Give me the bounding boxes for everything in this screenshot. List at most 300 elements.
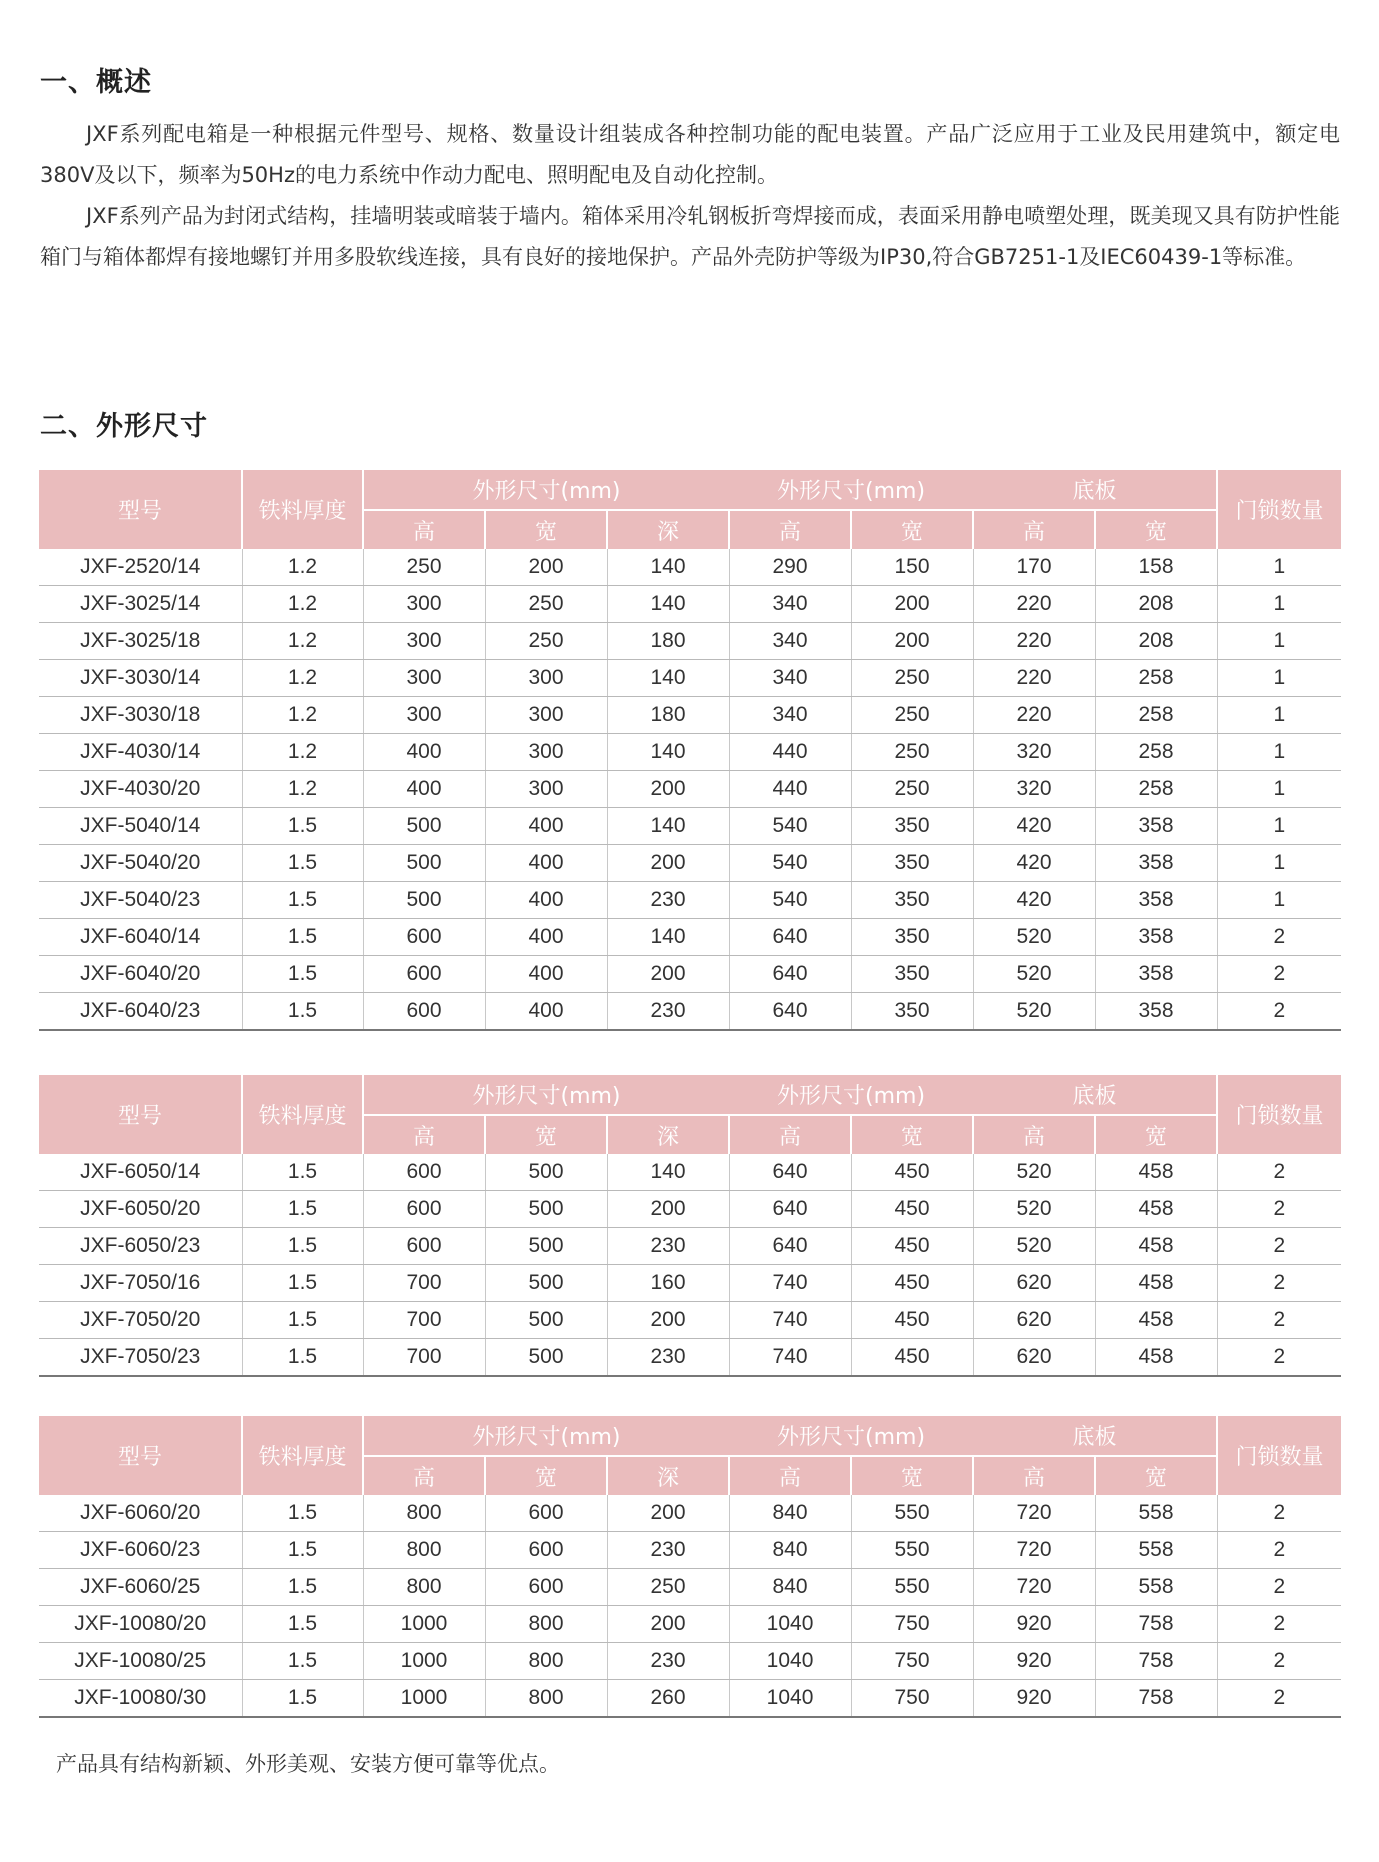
cell-outer-width: 300 [485,660,607,697]
table-row [39,1265,1341,1302]
cell-mount-height: 840 [729,1532,851,1569]
cell-outer-height: 300 [363,623,485,660]
table-row [39,549,1341,586]
cell-base-height: 320 [973,771,1095,808]
cell-lock-count: 2 [1217,1569,1341,1606]
cell-outer-width: 400 [485,956,607,993]
cell-mount-width: 350 [851,956,973,993]
cell-model: JXF-10080/30 [39,1680,242,1718]
cell-outer-width: 800 [485,1643,607,1680]
cell-outer-width: 400 [485,993,607,1031]
header-outer-depth: 深 [607,1456,729,1495]
cell-thickness: 1.2 [242,697,363,734]
cell-base-width: 358 [1095,919,1217,956]
cell-outer-depth: 140 [607,919,729,956]
cell-outer-width: 400 [485,808,607,845]
cell-model: JXF-6060/23 [39,1532,242,1569]
cell-mount-width: 150 [851,549,973,586]
overview-paragraph-1: JXF系列配电箱是一种根据元件型号、规格、数量设计组装成各种控制功能的配电装置。产品广泛应用于工业及民用建筑中，额定电380V及以下，频率为50Hz的电力系统中作动力配电、照明配电及自动化控制。 [40,122,1340,187]
cell-base-height: 320 [973,734,1095,771]
cell-mount-height: 540 [729,808,851,845]
cell-mount-width: 450 [851,1191,973,1228]
cell-outer-depth: 200 [607,956,729,993]
cell-outer-height: 1000 [363,1643,485,1680]
cell-lock-count: 1 [1217,623,1341,660]
cell-outer-height: 400 [363,734,485,771]
cell-mount-width: 450 [851,1302,973,1339]
cell-model: JXF-7050/16 [39,1265,242,1302]
cell-outer-width: 600 [485,1495,607,1532]
cell-mount-width: 250 [851,734,973,771]
cell-thickness: 1.5 [242,1495,363,1532]
cell-base-height: 920 [973,1643,1095,1680]
cell-mount-width: 750 [851,1643,973,1680]
cell-lock-count: 2 [1217,1339,1341,1377]
table-row [39,1606,1341,1643]
header-lock-count: 门锁数量 [1217,1416,1341,1495]
section-heading-overview: 一、概述 [40,67,152,98]
cell-model: JXF-6050/23 [39,1228,242,1265]
cell-model: JXF-4030/14 [39,734,242,771]
cell-thickness: 1.5 [242,1606,363,1643]
cell-outer-width: 600 [485,1532,607,1569]
dimension-table-2 [39,1075,1341,1377]
cell-model: JXF-3030/18 [39,697,242,734]
header-thickness: 铁料厚度 [242,470,363,549]
cell-mount-height: 340 [729,697,851,734]
cell-mount-height: 540 [729,845,851,882]
cell-lock-count: 1 [1217,586,1341,623]
table-row [39,1643,1341,1680]
footer-note: 产品具有结构新颖、外形美观、安装方便可靠等优点。 [56,1752,560,1776]
cell-base-width: 358 [1095,956,1217,993]
cell-outer-height: 300 [363,660,485,697]
cell-model: JXF-6050/20 [39,1191,242,1228]
cell-model: JXF-6060/25 [39,1569,242,1606]
cell-outer-depth: 200 [607,845,729,882]
cell-mount-width: 550 [851,1532,973,1569]
cell-base-width: 458 [1095,1302,1217,1339]
cell-outer-height: 800 [363,1532,485,1569]
cell-base-width: 358 [1095,808,1217,845]
cell-thickness: 1.5 [242,919,363,956]
cell-mount-height: 1040 [729,1606,851,1643]
header-base-width: 宽 [1095,510,1217,549]
cell-base-height: 420 [973,808,1095,845]
cell-base-height: 720 [973,1495,1095,1532]
header-thickness: 铁料厚度 [242,1075,363,1154]
cell-model: JXF-4030/20 [39,771,242,808]
cell-thickness: 1.5 [242,1339,363,1377]
cell-outer-width: 400 [485,882,607,919]
cell-outer-height: 500 [363,882,485,919]
header-mount-height: 高 [729,1456,851,1495]
cell-outer-width: 250 [485,586,607,623]
table-header [39,470,1341,549]
cell-outer-width: 300 [485,734,607,771]
header-outer-height: 高 [363,510,485,549]
cell-outer-depth: 200 [607,1606,729,1643]
cell-outer-depth: 180 [607,623,729,660]
cell-base-height: 920 [973,1606,1095,1643]
table-row [39,993,1341,1031]
header-outer-width: 宽 [485,1115,607,1154]
cell-mount-height: 740 [729,1302,851,1339]
cell-outer-height: 400 [363,771,485,808]
cell-outer-depth: 140 [607,549,729,586]
cell-model: JXF-5040/20 [39,845,242,882]
cell-base-height: 520 [973,919,1095,956]
cell-base-width: 158 [1095,549,1217,586]
cell-outer-height: 700 [363,1339,485,1377]
table-row [39,623,1341,660]
cell-base-width: 458 [1095,1154,1217,1191]
cell-lock-count: 2 [1217,1680,1341,1718]
table-row [39,845,1341,882]
cell-model: JXF-5040/14 [39,808,242,845]
cell-base-height: 520 [973,1154,1095,1191]
table-row [39,586,1341,623]
cell-mount-width: 450 [851,1339,973,1377]
cell-base-width: 208 [1095,586,1217,623]
table-row [39,1339,1341,1377]
table-row [39,734,1341,771]
header-mount-width: 宽 [851,1115,973,1154]
cell-lock-count: 2 [1217,956,1341,993]
cell-thickness: 1.5 [242,1228,363,1265]
cell-base-width: 358 [1095,882,1217,919]
header-outer-dimensions: 外形尺寸(mm) [363,470,729,510]
cell-base-height: 720 [973,1569,1095,1606]
table-row [39,1191,1341,1228]
cell-mount-width: 450 [851,1154,973,1191]
cell-base-height: 620 [973,1302,1095,1339]
cell-outer-width: 500 [485,1191,607,1228]
cell-mount-width: 550 [851,1495,973,1532]
cell-outer-height: 600 [363,1191,485,1228]
cell-lock-count: 2 [1217,1532,1341,1569]
cell-mount-width: 350 [851,808,973,845]
cell-mount-height: 640 [729,919,851,956]
cell-outer-depth: 200 [607,1302,729,1339]
cell-lock-count: 2 [1217,993,1341,1031]
header-mount-dimensions: 外形尺寸(mm) [729,470,973,510]
header-mount-width: 宽 [851,510,973,549]
cell-lock-count: 1 [1217,808,1341,845]
table-row [39,697,1341,734]
cell-base-height: 420 [973,845,1095,882]
cell-mount-width: 250 [851,660,973,697]
cell-outer-depth: 230 [607,1228,729,1265]
cell-outer-width: 500 [485,1228,607,1265]
cell-outer-depth: 140 [607,808,729,845]
cell-model: JXF-3030/14 [39,660,242,697]
header-base-plate: 底板 [973,1075,1217,1115]
cell-base-width: 558 [1095,1495,1217,1532]
cell-thickness: 1.5 [242,993,363,1031]
cell-outer-height: 1000 [363,1606,485,1643]
header-outer-depth: 深 [607,510,729,549]
header-base-plate: 底板 [973,470,1217,510]
cell-model: JXF-5040/23 [39,882,242,919]
cell-lock-count: 2 [1217,1302,1341,1339]
cell-mount-height: 740 [729,1265,851,1302]
cell-thickness: 1.5 [242,1302,363,1339]
cell-outer-depth: 140 [607,734,729,771]
cell-outer-height: 800 [363,1495,485,1532]
cell-outer-depth: 140 [607,660,729,697]
cell-outer-depth: 230 [607,1643,729,1680]
cell-base-width: 558 [1095,1569,1217,1606]
cell-outer-depth: 230 [607,993,729,1031]
cell-mount-height: 640 [729,993,851,1031]
cell-outer-depth: 200 [607,1495,729,1532]
cell-mount-height: 440 [729,734,851,771]
section-heading-dimensions: 二、外形尺寸 [40,411,208,442]
cell-base-width: 258 [1095,660,1217,697]
cell-mount-height: 840 [729,1569,851,1606]
cell-thickness: 1.2 [242,771,363,808]
cell-base-height: 520 [973,1191,1095,1228]
header-lock-count: 门锁数量 [1217,470,1341,549]
cell-mount-height: 640 [729,1228,851,1265]
cell-lock-count: 2 [1217,919,1341,956]
cell-outer-height: 300 [363,586,485,623]
cell-base-height: 920 [973,1680,1095,1718]
cell-outer-height: 700 [363,1265,485,1302]
cell-model: JXF-3025/18 [39,623,242,660]
cell-mount-width: 350 [851,919,973,956]
cell-thickness: 1.5 [242,1569,363,1606]
header-outer-width: 宽 [485,510,607,549]
header-lock-count: 门锁数量 [1217,1075,1341,1154]
cell-thickness: 1.5 [242,1643,363,1680]
table-row [39,808,1341,845]
cell-model: JXF-6040/20 [39,956,242,993]
header-mount-dimensions: 外形尺寸(mm) [729,1075,973,1115]
cell-outer-depth: 200 [607,771,729,808]
cell-base-width: 458 [1095,1228,1217,1265]
cell-outer-depth: 180 [607,697,729,734]
table-row [39,1569,1341,1606]
dimension-table-1 [39,470,1341,1031]
header-outer-depth: 深 [607,1115,729,1154]
cell-base-width: 458 [1095,1265,1217,1302]
cell-outer-depth: 250 [607,1569,729,1606]
cell-thickness: 1.5 [242,1532,363,1569]
cell-base-height: 420 [973,882,1095,919]
cell-thickness: 1.5 [242,808,363,845]
cell-outer-width: 250 [485,623,607,660]
cell-mount-width: 350 [851,882,973,919]
cell-thickness: 1.5 [242,956,363,993]
cell-base-height: 520 [973,993,1095,1031]
header-mount-height: 高 [729,510,851,549]
cell-thickness: 1.5 [242,1265,363,1302]
cell-outer-width: 300 [485,771,607,808]
cell-mount-height: 290 [729,549,851,586]
cell-lock-count: 1 [1217,549,1341,586]
cell-outer-height: 800 [363,1569,485,1606]
cell-thickness: 1.2 [242,734,363,771]
cell-model: JXF-6060/20 [39,1495,242,1532]
table-row [39,1532,1341,1569]
cell-outer-height: 500 [363,808,485,845]
cell-base-height: 220 [973,660,1095,697]
cell-mount-height: 1040 [729,1680,851,1718]
cell-base-height: 520 [973,1228,1095,1265]
cell-outer-depth: 140 [607,1154,729,1191]
cell-model: JXF-2520/14 [39,549,242,586]
cell-base-height: 220 [973,623,1095,660]
cell-lock-count: 2 [1217,1495,1341,1532]
cell-thickness: 1.2 [242,623,363,660]
cell-mount-height: 1040 [729,1643,851,1680]
cell-mount-height: 540 [729,882,851,919]
cell-model: JXF-7050/23 [39,1339,242,1377]
header-base-height: 高 [973,510,1095,549]
cell-thickness: 1.2 [242,549,363,586]
table-row [39,1302,1341,1339]
cell-mount-height: 840 [729,1495,851,1532]
table-row [39,771,1341,808]
cell-lock-count: 1 [1217,771,1341,808]
cell-base-width: 258 [1095,771,1217,808]
cell-base-height: 620 [973,1265,1095,1302]
cell-outer-width: 500 [485,1302,607,1339]
table-row [39,660,1341,697]
cell-base-width: 458 [1095,1339,1217,1377]
header-outer-width: 宽 [485,1456,607,1495]
cell-outer-width: 400 [485,919,607,956]
cell-thickness: 1.2 [242,660,363,697]
cell-outer-height: 700 [363,1302,485,1339]
table-row [39,919,1341,956]
header-base-height: 高 [973,1115,1095,1154]
cell-base-width: 758 [1095,1643,1217,1680]
overview-paragraph-2: JXF系列产品为封闭式结构，挂墙明装或暗装于墙内。箱体采用冷轧钢板折弯焊接而成，表面采用静电喷塑处理，既美现又具有防护性能箱门与箱体都焊有接地螺钉并用多股软线连接，具有良好的接地保护。产品外壳防护等级为IP30,符合GB7251-1及IEC60439-1等标准。 [40,204,1340,269]
cell-thickness: 1.5 [242,1680,363,1718]
cell-model: JXF-10080/20 [39,1606,242,1643]
header-outer-height: 高 [363,1115,485,1154]
cell-thickness: 1.2 [242,586,363,623]
table-row [39,1680,1341,1718]
cell-outer-width: 400 [485,845,607,882]
cell-base-height: 170 [973,549,1095,586]
cell-base-width: 758 [1095,1680,1217,1718]
cell-thickness: 1.5 [242,1154,363,1191]
header-base-height: 高 [973,1456,1095,1495]
cell-outer-depth: 230 [607,882,729,919]
cell-outer-depth: 230 [607,1532,729,1569]
cell-outer-width: 300 [485,697,607,734]
cell-mount-width: 750 [851,1606,973,1643]
cell-outer-height: 600 [363,956,485,993]
table-header [39,1416,1341,1495]
cell-outer-depth: 230 [607,1339,729,1377]
cell-model: JXF-10080/25 [39,1643,242,1680]
cell-base-height: 620 [973,1339,1095,1377]
cell-base-height: 720 [973,1532,1095,1569]
cell-base-height: 220 [973,697,1095,734]
cell-base-width: 258 [1095,734,1217,771]
table-row [39,1495,1341,1532]
cell-thickness: 1.5 [242,1191,363,1228]
cell-mount-width: 200 [851,623,973,660]
cell-lock-count: 1 [1217,734,1341,771]
cell-outer-height: 1000 [363,1680,485,1718]
cell-outer-width: 600 [485,1569,607,1606]
cell-base-width: 458 [1095,1191,1217,1228]
cell-outer-width: 800 [485,1680,607,1718]
cell-outer-height: 600 [363,1154,485,1191]
header-base-plate: 底板 [973,1416,1217,1456]
cell-lock-count: 2 [1217,1191,1341,1228]
cell-lock-count: 1 [1217,882,1341,919]
header-mount-dimensions: 外形尺寸(mm) [729,1416,973,1456]
cell-lock-count: 2 [1217,1265,1341,1302]
cell-outer-height: 600 [363,1228,485,1265]
cell-base-width: 358 [1095,845,1217,882]
cell-mount-width: 750 [851,1680,973,1718]
table-row [39,1154,1341,1191]
cell-model: JXF-3025/14 [39,586,242,623]
header-outer-dimensions: 外形尺寸(mm) [363,1075,729,1115]
cell-mount-height: 340 [729,660,851,697]
table-row [39,956,1341,993]
header-model: 型号 [39,1416,242,1495]
cell-thickness: 1.5 [242,845,363,882]
cell-outer-width: 500 [485,1339,607,1377]
cell-lock-count: 1 [1217,845,1341,882]
header-outer-dimensions: 外形尺寸(mm) [363,1416,729,1456]
cell-mount-height: 340 [729,623,851,660]
cell-mount-height: 340 [729,586,851,623]
cell-outer-height: 600 [363,993,485,1031]
cell-base-height: 220 [973,586,1095,623]
header-thickness: 铁料厚度 [242,1416,363,1495]
cell-outer-width: 800 [485,1606,607,1643]
cell-outer-depth: 160 [607,1265,729,1302]
cell-mount-width: 450 [851,1228,973,1265]
cell-mount-height: 640 [729,956,851,993]
header-mount-width: 宽 [851,1456,973,1495]
cell-model: JXF-6040/23 [39,993,242,1031]
cell-lock-count: 1 [1217,660,1341,697]
cell-mount-height: 740 [729,1339,851,1377]
cell-mount-width: 200 [851,586,973,623]
cell-model: JXF-6050/14 [39,1154,242,1191]
table-row [39,1228,1341,1265]
header-model: 型号 [39,1075,242,1154]
cell-thickness: 1.5 [242,882,363,919]
cell-base-width: 558 [1095,1532,1217,1569]
cell-mount-height: 640 [729,1191,851,1228]
cell-mount-width: 350 [851,993,973,1031]
header-base-width: 宽 [1095,1115,1217,1154]
cell-outer-width: 500 [485,1265,607,1302]
header-mount-height: 高 [729,1115,851,1154]
table-header [39,1075,1341,1154]
cell-base-width: 258 [1095,697,1217,734]
cell-lock-count: 2 [1217,1154,1341,1191]
cell-outer-depth: 260 [607,1680,729,1718]
dimension-table-3 [39,1416,1341,1718]
cell-mount-width: 350 [851,845,973,882]
cell-mount-width: 250 [851,697,973,734]
cell-lock-count: 2 [1217,1643,1341,1680]
cell-base-width: 358 [1095,993,1217,1031]
